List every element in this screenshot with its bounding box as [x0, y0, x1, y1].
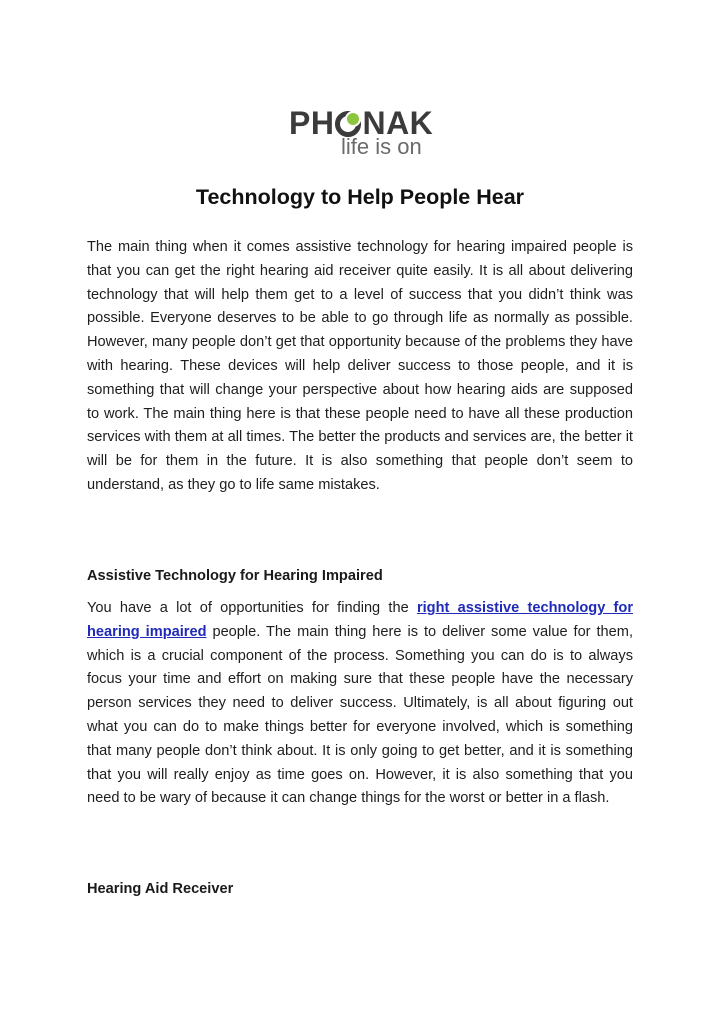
logo-tagline: life is on — [341, 134, 422, 159]
section-heading-hearing-aid-receiver: Hearing Aid Receiver — [87, 881, 234, 897]
paragraph-assistive-technology — [87, 597, 633, 811]
section-heading-assistive-technology: Assistive Technology for Hearing Impaired — [87, 568, 383, 584]
paragraph-text-after-link: people. The main thing here is to deliver some value for them, which is a crucial component of the process. Something you can do is to always focus your time and effort on making sure that these people have the necessary person services they need to deliver success. Ultimately, is all about figuring out what you can do to make things better for everyone involved, which is something that many people don’t think about. It is only going to get better, and it is something that you will really enjoy as time goes on. However, it is also something that you need to be wary of because it can change things for the worst or better in a flash. — [87, 623, 633, 807]
assistive-technology-link[interactable]: right assistive technology for hearing impaired — [87, 600, 634, 640]
phonak-logo — [289, 106, 439, 162]
paragraph-intro: The main thing when it comes assistive technology for hearing impaired people is that you can get the right hearing aid receiver quite easily. It is all about delivering technology that will help them get to a level of success that you didn’t think was possible. Everyone deserves to be able to go through life as normally as possible. However, many people don’t get that opportunity because of the problems they have with hearing. These devices will help deliver success to those people, and it is something that will change your perspective about how hearing aids are supposed to work. The main thing here is that these people need to have all these production services with them at all times. The better the products and services are, the better it will be for them in the future. It is also something that people don’t seem to understand, as they go to life same mistakes. — [87, 239, 633, 493]
paragraph-text-before-link: You have a lot of opportunities for finding the — [87, 600, 417, 616]
page-title: Technology to Help People Hear — [195, 185, 525, 209]
logo-word-suffix: NAK — [362, 105, 434, 141]
logo-green-dot-icon — [345, 111, 361, 127]
logo-word-prefix: PH — [289, 105, 335, 141]
